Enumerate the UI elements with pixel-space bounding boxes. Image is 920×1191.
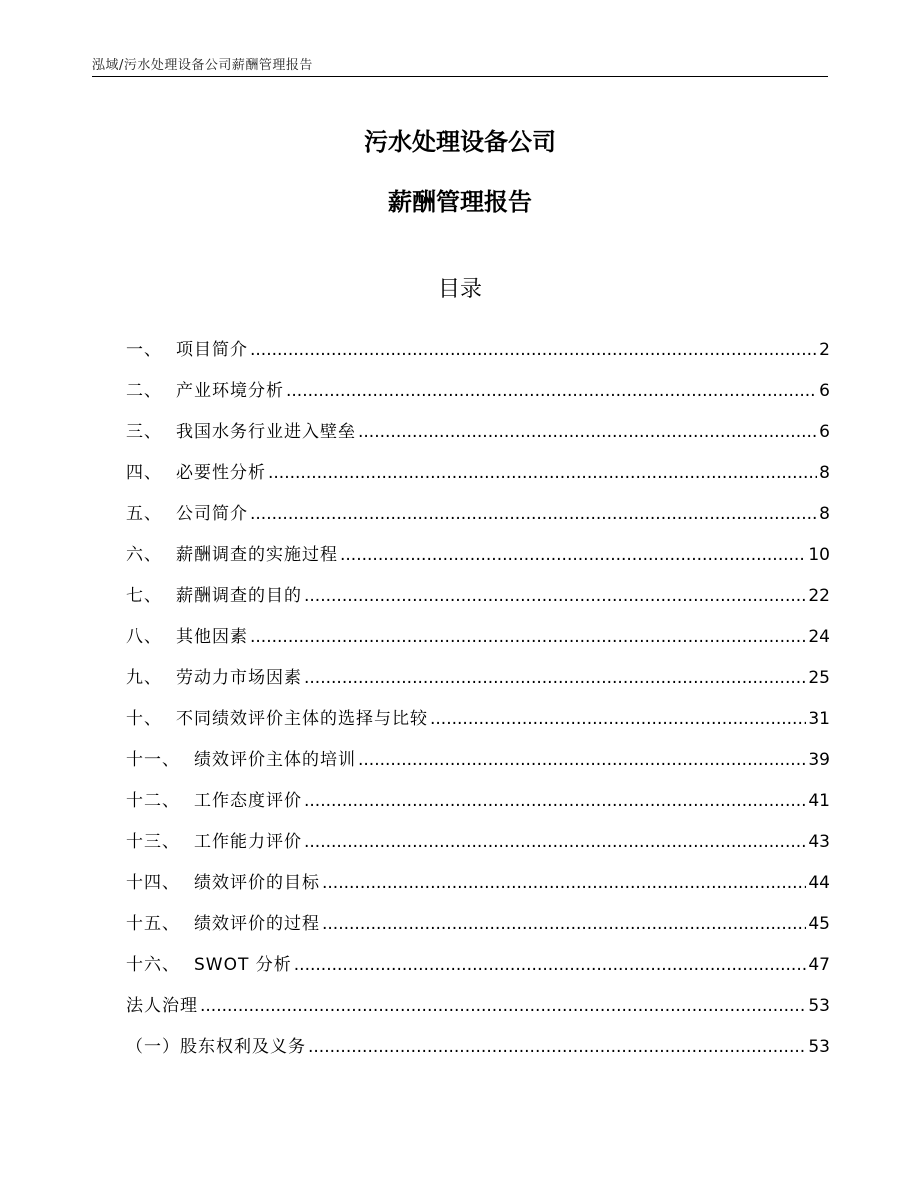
toc-entry-page-number: 41 <box>808 791 830 811</box>
toc-entry[interactable] <box>126 772 830 813</box>
toc-entry-page-number: 8 <box>819 504 830 524</box>
toc-entry[interactable] <box>126 1018 830 1059</box>
header-divider <box>92 76 828 77</box>
toc-entry-separator: 、 <box>144 545 162 565</box>
toc-entry-number: 七 <box>126 586 144 606</box>
toc-entry-title: SWOT 分析 <box>194 955 292 975</box>
toc-dot-leader <box>430 707 806 731</box>
toc-entry-title: 其他因素 <box>176 627 248 647</box>
toc-dot-leader <box>286 379 817 403</box>
toc-entry-separator: 、 <box>162 955 180 975</box>
toc-entry-separator: 、 <box>144 586 162 606</box>
toc-entry-separator: 、 <box>162 791 180 811</box>
toc-entry[interactable] <box>126 567 830 608</box>
toc-dot-leader <box>250 502 817 526</box>
toc-entry-separator: 、 <box>144 709 162 729</box>
toc-entry-title: 工作能力评价 <box>194 832 302 852</box>
toc-entry-page-number: 31 <box>808 709 830 729</box>
toc-dot-leader <box>304 830 806 854</box>
toc-entry[interactable] <box>126 403 830 444</box>
toc-entry-separator: 、 <box>162 750 180 770</box>
toc-entry-number: 二 <box>126 381 144 401</box>
toc-entry[interactable] <box>126 690 830 731</box>
toc-entry-number: 六 <box>126 545 144 565</box>
toc-entry-title: 绩效评价的目标 <box>194 873 320 893</box>
toc-entry-title: 劳动力市场因素 <box>176 668 302 688</box>
toc-dot-leader <box>308 1035 806 1059</box>
toc-entry-separator: 、 <box>162 873 180 893</box>
toc-entry-number: 十四 <box>126 873 162 893</box>
toc-entry[interactable] <box>126 608 830 649</box>
toc-entry[interactable] <box>126 485 830 526</box>
toc-entry-number: 十三 <box>126 832 162 852</box>
toc-entry-title: 我国水务行业进入壁垒 <box>176 422 356 442</box>
toc-entry[interactable] <box>126 813 830 854</box>
toc-entry-number: 八 <box>126 627 144 647</box>
document-subtitle: 薪酬管理报告 <box>388 188 532 216</box>
toc-entry-number: 十一 <box>126 750 162 770</box>
toc-dot-leader <box>304 584 806 608</box>
toc-dot-leader <box>340 543 806 567</box>
toc-entry-separator: 、 <box>144 381 162 401</box>
toc-entry-page-number: 10 <box>808 545 830 565</box>
toc-dot-leader <box>250 338 817 362</box>
toc-entry[interactable] <box>126 649 830 690</box>
toc-entry[interactable] <box>126 321 830 362</box>
table-of-contents <box>126 321 830 1059</box>
toc-entry[interactable] <box>126 895 830 936</box>
toc-entry-title: 项目简介 <box>176 340 248 360</box>
toc-entry-page-number: 53 <box>808 1037 830 1057</box>
toc-dot-leader <box>358 420 817 444</box>
toc-entry-title: 法人治理 <box>126 996 198 1016</box>
toc-entry-separator: 、 <box>162 914 180 934</box>
toc-entry[interactable] <box>126 854 830 895</box>
toc-entry-page-number: 45 <box>808 914 830 934</box>
toc-entry-number: 九 <box>126 668 144 688</box>
toc-entry-separator: 、 <box>144 422 162 442</box>
toc-entry[interactable] <box>126 731 830 772</box>
toc-entry-page-number: 53 <box>808 996 830 1016</box>
toc-entry-title: 薪酬调查的实施过程 <box>176 545 338 565</box>
toc-entry-page-number: 8 <box>819 463 830 483</box>
toc-entry-page-number: 6 <box>819 381 830 401</box>
toc-entry[interactable] <box>126 444 830 485</box>
toc-entry-title: 公司简介 <box>176 504 248 524</box>
toc-entry-page-number: 2 <box>819 340 830 360</box>
toc-dot-leader <box>322 871 806 895</box>
toc-entry-separator: 、 <box>144 340 162 360</box>
toc-entry-title: 必要性分析 <box>176 463 266 483</box>
toc-entry-number: 三 <box>126 422 144 442</box>
document-title: 污水处理设备公司 <box>364 128 556 156</box>
toc-dot-leader <box>358 748 806 772</box>
toc-entry-page-number: 39 <box>808 750 830 770</box>
toc-entry-number: 五 <box>126 504 144 524</box>
toc-entry[interactable] <box>126 526 830 567</box>
toc-entry-page-number: 22 <box>808 586 830 606</box>
toc-entry-page-number: 47 <box>808 955 830 975</box>
toc-entry[interactable] <box>126 362 830 403</box>
toc-entry-separator: 、 <box>162 832 180 852</box>
toc-entry-number: 十 <box>126 709 144 729</box>
toc-entry-number: 十五 <box>126 914 162 934</box>
toc-entry-title: 绩效评价主体的培训 <box>194 750 356 770</box>
toc-entry-page-number: 43 <box>808 832 830 852</box>
toc-entry-separator: 、 <box>144 668 162 688</box>
toc-entry-title: 不同绩效评价主体的选择与比较 <box>176 709 428 729</box>
toc-entry-number: 四 <box>126 463 144 483</box>
toc-entry-title: 薪酬调查的目的 <box>176 586 302 606</box>
toc-heading: 目录 <box>437 277 482 302</box>
toc-entry[interactable] <box>126 936 830 977</box>
toc-entry-page-number: 6 <box>819 422 830 442</box>
toc-entry-number: （一） <box>126 1037 180 1057</box>
toc-entry-number: 一 <box>126 340 144 360</box>
toc-entry-number: 十二 <box>126 791 162 811</box>
toc-entry[interactable] <box>126 977 830 1018</box>
toc-entry-title: 股东权利及义务 <box>180 1037 306 1057</box>
toc-dot-leader <box>250 625 806 649</box>
toc-dot-leader <box>200 994 806 1018</box>
toc-entry-separator: 、 <box>144 504 162 524</box>
toc-dot-leader <box>304 789 806 813</box>
toc-dot-leader <box>294 953 807 977</box>
toc-entry-separator: 、 <box>144 463 162 483</box>
toc-entry-title: 产业环境分析 <box>176 381 284 401</box>
toc-entry-page-number: 44 <box>808 873 830 893</box>
toc-entry-separator: 、 <box>144 627 162 647</box>
toc-entry-page-number: 25 <box>808 668 830 688</box>
toc-entry-number: 十六 <box>126 955 162 975</box>
toc-dot-leader <box>322 912 806 936</box>
toc-dot-leader <box>304 666 806 690</box>
toc-entry-page-number: 24 <box>808 627 830 647</box>
toc-entry-title: 绩效评价的过程 <box>194 914 320 934</box>
running-header: 泓域/污水处理设备公司薪酬管理报告 <box>92 58 313 73</box>
toc-dot-leader <box>268 461 817 485</box>
toc-entry-title: 工作态度评价 <box>194 791 302 811</box>
